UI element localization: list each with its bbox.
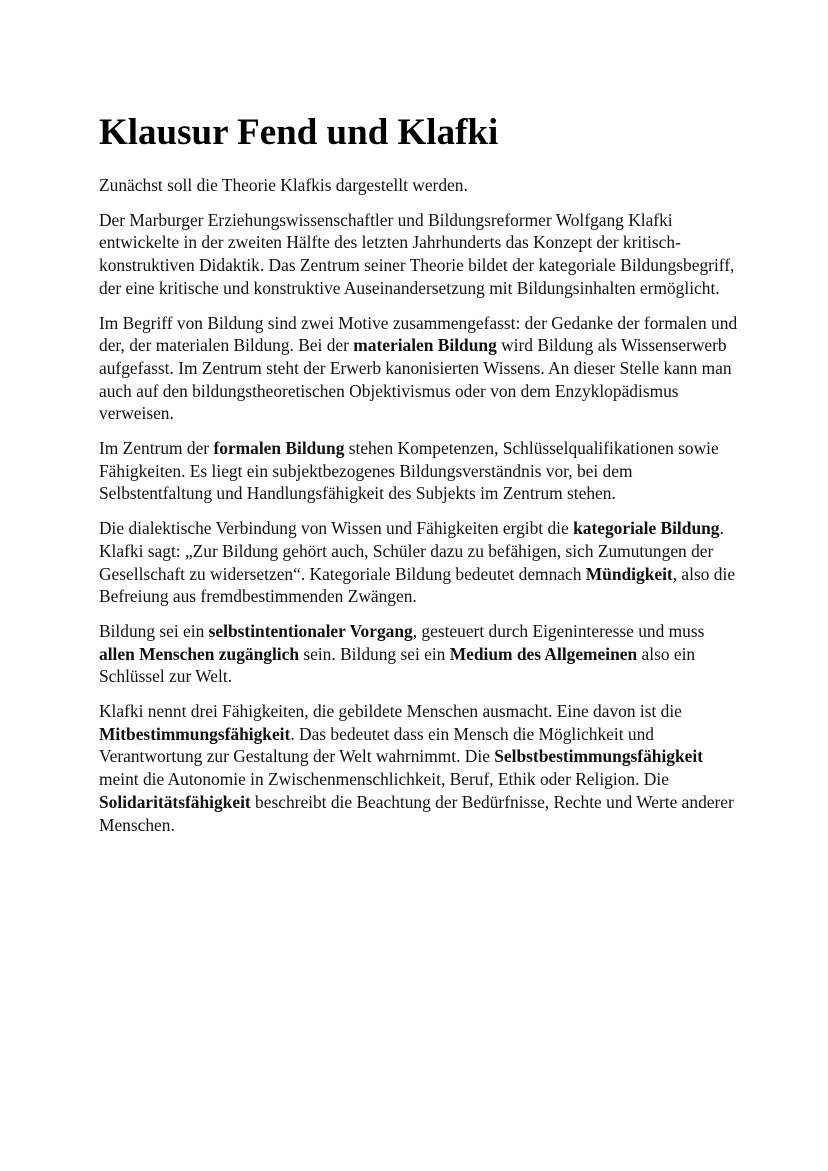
paragraph xyxy=(99,209,739,300)
text-run: Bildung sei ein xyxy=(99,620,209,641)
bold-term: Medium des Allgemeinen xyxy=(449,643,638,664)
text-run: , gesteuert durch Eigeninteresse und muss xyxy=(412,620,705,641)
text-run: Klafki nennt drei Fähigkeiten, die gebildete Menschen ausmacht. Eine davon ist die xyxy=(99,701,682,722)
text-run: Im Begriff von Bildung sind zwei Motive zusammengefasst: der Gedanke der formalen und der, der materialen Bildung. Bei der xyxy=(99,312,738,356)
document-body xyxy=(99,174,739,836)
bold-term: materialen Bildung xyxy=(353,335,497,356)
text-run: wird Bildung als Wissenserwerb aufgefasst. Im Zentrum steht der Erwerb kanonisierten Wissens. An dieser Stelle kann man auch auf den bildungstheoretischen Objektivismus oder von dem Enzyklopädismus verweisen. xyxy=(99,335,732,424)
document-title: Klausur Fend und Klafki xyxy=(99,112,499,153)
bold-term: selbstintentionaler Vorgang xyxy=(208,620,413,641)
paragraph xyxy=(99,517,739,608)
text-run: Im Zentrum der xyxy=(99,438,214,459)
bold-term: kategoriale Bildung xyxy=(573,518,720,539)
text-run: . Das bedeutet dass ein Mensch die Möglichkeit und Verantwortung zur Gestaltung der Welt wahrnimmt. Die xyxy=(99,723,654,767)
text-run: Der Marburger Erziehungswissenschaftler und Bildungsreformer Wolfgang Klafki entwickelte in der zweiten Hälfte des letzten Jahrhunderts das Konzept der kritisch-konstruktiven Didaktik. Das Zentrum seiner Theorie bildet der kategoriale Bildungsbegriff, der eine kritische und konstruktive Auseinandersetzung mit Bildungsinhalten ermöglicht. xyxy=(99,209,735,298)
bold-term: Mündigkeit xyxy=(585,563,673,584)
bold-term: formalen Bildung xyxy=(213,438,345,459)
bold-term: Selbstbestimmungsfähigkeit xyxy=(494,746,703,767)
text-run: meint die Autonomie in Zwischenmenschlichkeit, Beruf, Ethik oder Religion. Die xyxy=(99,769,669,790)
paragraph xyxy=(99,312,739,426)
paragraph xyxy=(99,437,739,505)
bold-term: Mitbestimmungsfähigkeit xyxy=(99,723,291,744)
text-run: stehen Kompetenzen, Schlüsselqualifikationen sowie Fähigkeiten. Es liegt ein subjektbezogenes Bildungsverständnis vor, bei dem Selbstentfaltung und Handlungsfähigkeit des Subjekts im Zentrum stehen. xyxy=(99,438,719,504)
text-run: Die dialektische Verbindung von Wissen und Fähigkeiten ergibt die xyxy=(99,518,574,539)
text-run: also ein Schlüssel zur Welt. xyxy=(99,643,696,687)
paragraph xyxy=(99,700,739,836)
bold-term: allen Menschen zugänglich xyxy=(99,643,300,664)
text-run: sein. Bildung sei ein xyxy=(299,643,450,664)
text-run: Zunächst soll die Theorie Klafkis dargestellt werden. xyxy=(99,175,468,195)
text-run: beschreibt die Beachtung der Bedürfnisse, Rechte und Werte anderer Menschen. xyxy=(99,791,734,835)
text-run: , also die Befreiung aus fremdbestimmenden Zwängen. xyxy=(99,563,736,607)
document-page xyxy=(99,108,739,848)
paragraph xyxy=(99,174,739,197)
paragraph xyxy=(99,620,739,688)
text-run: . Klafki sagt: „Zur Bildung gehört auch, Schüler dazu zu befähigen, sich Zumutungen der Gesellschaft zu widersetzen“. Kategoriale Bildung bedeutet demnach xyxy=(99,518,724,584)
bold-term: Solidaritätsfähigkeit xyxy=(99,791,251,812)
